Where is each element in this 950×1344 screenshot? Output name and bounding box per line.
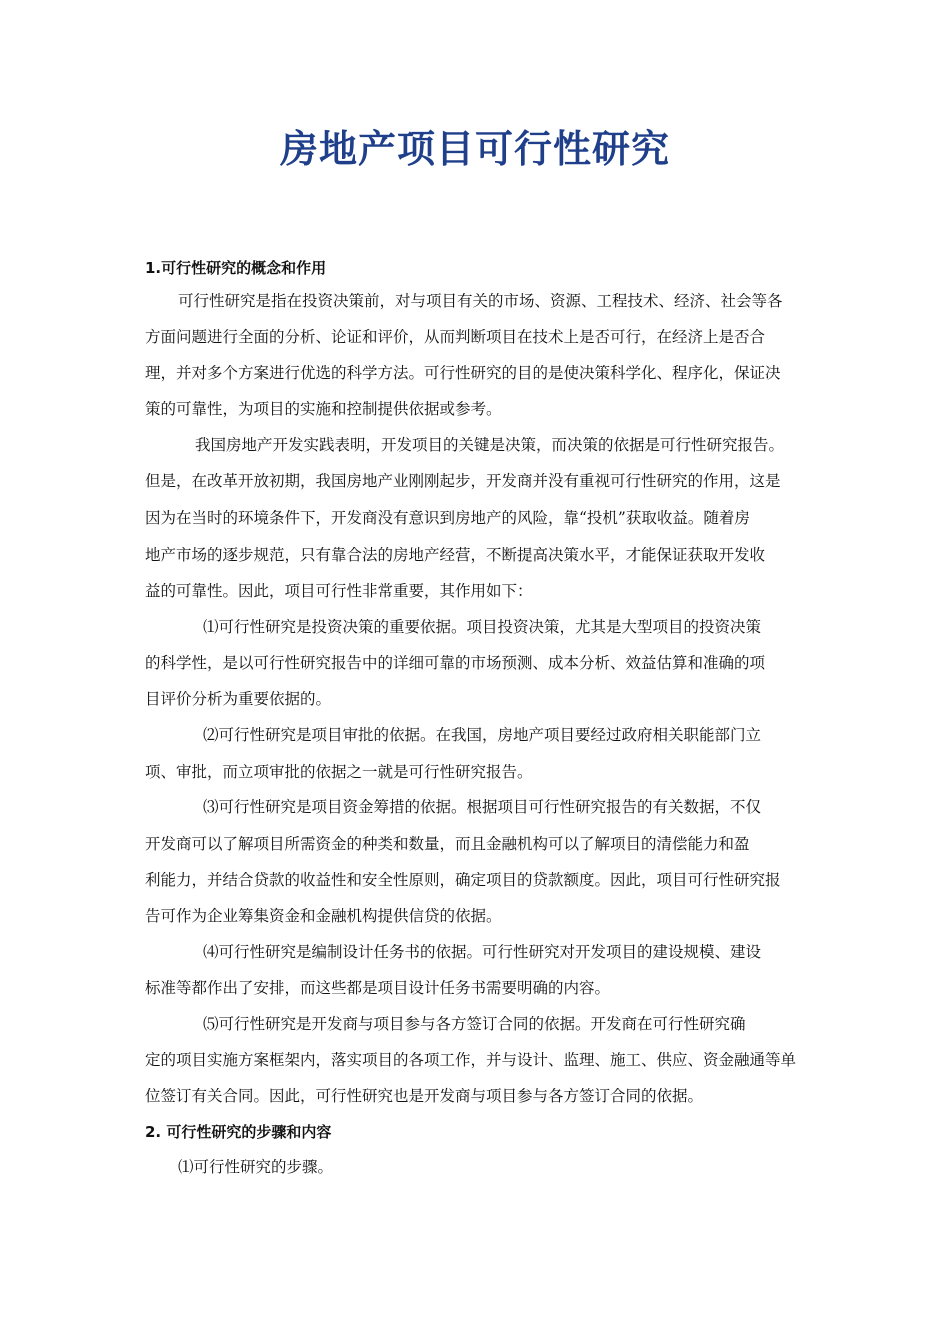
- paragraph-line: ⑴可行性研究是投资决策的重要依据。项目投资决策，尤其是大型项目的投资决策: [203, 618, 762, 636]
- paragraph-line: 方面问题进行全面的分析、论证和评价，从而判断项目在技术上是否可行，在经济上是否合: [145, 328, 766, 346]
- paragraph-line: ⑸可行性研究是开发商与项目参与各方签订合同的依据。开发商在可行性研究确: [203, 1015, 746, 1033]
- paragraph-line: 标准等都作出了安排，而这些都是项目设计任务书需要明确的内容。: [145, 979, 611, 997]
- paragraph-line: 开发商可以了解项目所需资金的种类和数量，而且金融机构可以了解项目的清偿能力和盈: [145, 835, 750, 853]
- paragraph-line: 位签订有关合同。因此，可行性研究也是开发商与项目参与各方签订合同的依据。: [145, 1087, 704, 1105]
- paragraph-line: 益的可靠性。因此，项目可行性非常重要，其作用如下：: [145, 582, 533, 600]
- paragraph-line: 目评价分析为重要依据的。: [145, 690, 332, 708]
- paragraph-line: 告可作为企业筹集资金和金融机构提供信贷的依据。: [145, 907, 502, 925]
- paragraph-line: ⑷可行性研究是编制设计任务书的依据。可行性研究对开发项目的建设规模、建设: [203, 943, 762, 961]
- paragraph-line: 项、审批，而立项审批的依据之一就是可行性研究报告。: [145, 763, 533, 781]
- paragraph-line: 因为在当时的环境条件下，开发商没有意识到房地产的风险，靠“投机”获取收益。随着房: [145, 509, 750, 527]
- section-heading-2: 2. 可行性研究的步骤和内容: [145, 1123, 332, 1141]
- paragraph-line: 策的可靠性，为项目的实施和控制提供依据或参考。: [145, 400, 502, 418]
- paragraph-line: 我国房地产开发实践表明，开发项目的关键是决策，而决策的依据是可行性研究报告。: [195, 436, 785, 454]
- paragraph-line: 定的项目实施方案框架内，落实项目的各项工作，并与设计、监理、施工、供应、资金融通等单: [145, 1051, 797, 1069]
- paragraph-line: 理，并对多个方案进行优选的科学方法。可行性研究的目的是使决策科学化、程序化，保证决: [145, 364, 781, 382]
- paragraph-line: 的科学性，是以可行性研究报告中的详细可靠的市场预测、成本分析、效益估算和准确的项: [145, 654, 766, 672]
- section-heading-1: 1.可行性研究的概念和作用: [145, 259, 327, 277]
- paragraph-line: ⑴可行性研究的步骤。: [178, 1158, 334, 1176]
- paragraph-line: 可行性研究是指在投资决策前，对与项目有关的市场、资源、工程技术、经济、社会等各: [178, 292, 783, 310]
- document-title: 房地产项目可行性研究: [279, 127, 670, 171]
- paragraph-line: ⑶可行性研究是项目资金筹措的依据。根据项目可行性研究报告的有关数据，不仅: [203, 798, 762, 816]
- paragraph-line: 但是，在改革开放初期，我国房地产业刚刚起步，开发商并没有重视可行性研究的作用，这是: [145, 472, 781, 490]
- paragraph-line: 利能力，并结合贷款的收益性和安全性原则，确定项目的贷款额度。因此，项目可行性研究报: [145, 871, 781, 889]
- paragraph-line: 地产市场的逐步规范，只有靠合法的房地产经营，不断提高决策水平，才能保证获取开发收: [145, 546, 766, 564]
- paragraph-line: ⑵可行性研究是项目审批的依据。在我国，房地产项目要经过政府相关职能部门立: [203, 726, 762, 744]
